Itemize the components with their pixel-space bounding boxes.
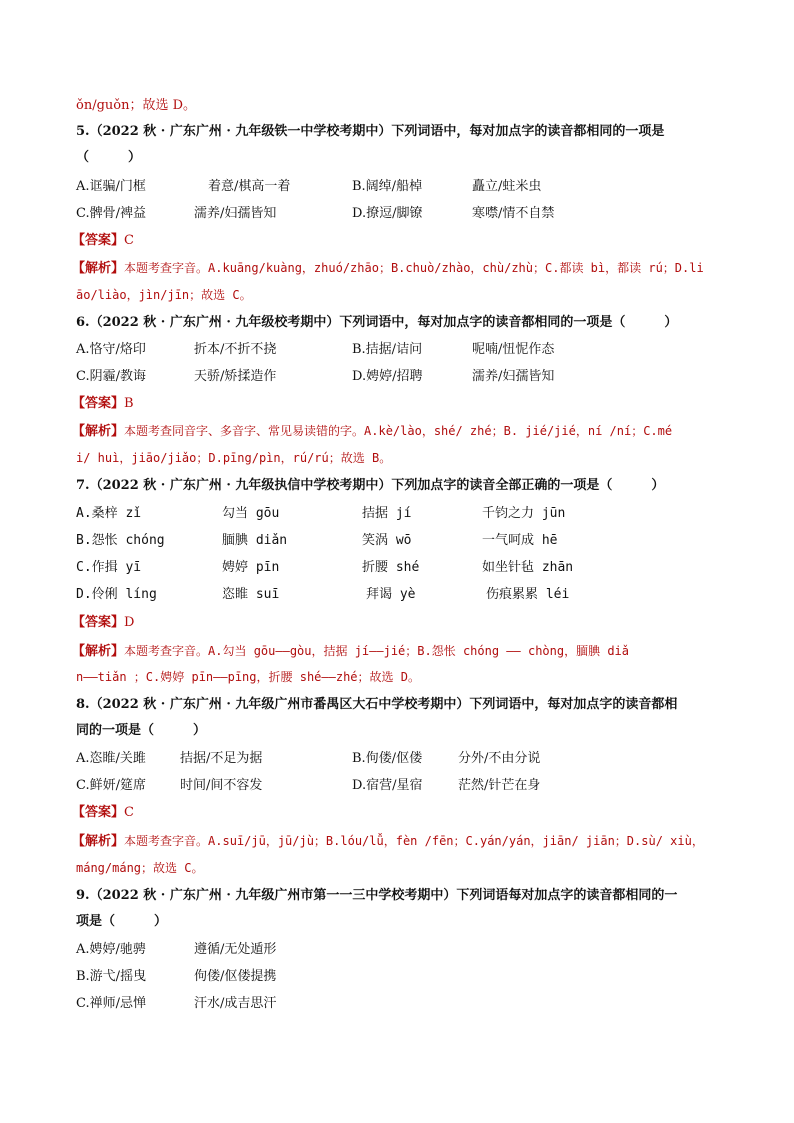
q9-option-c-1: C.禅师/忌惮 — [76, 996, 146, 1011]
q6-option-c-2: 天骄/矫揉造作 — [194, 369, 277, 384]
q7-option-a-3: 拮据 jí — [362, 506, 412, 521]
question-7: 7.（2022 秋 · 广东广州 · 九年级执信中学校考期中）下列加点字的读音全部正确的一项是（ ） — [76, 478, 665, 493]
explanation-text: 本题考查同音字、多音字、常见易读错的字。A.kè/lào，shé/ zhé；B. jié/jié，ní /ní；C.mé — [124, 424, 673, 438]
question-9-cont: 项是（ ） — [76, 914, 168, 929]
q7-option-b-2: 腼腆 diǎn — [222, 533, 288, 548]
q8-option-c-1: C.鲜妍/筵席 — [76, 778, 146, 793]
q8-answer — [72, 803, 134, 823]
q7-option-c-1: C.作揖 yī — [76, 560, 142, 575]
answer-value: D — [124, 615, 135, 630]
q5-option-a-2: 着意/棋高一着 — [208, 179, 291, 194]
q9-option-b-1: B.游弋/摇曳 — [76, 969, 147, 984]
q6-explanation-1 — [72, 421, 672, 442]
q6-option-c-1: C.阴霾/教诲 — [76, 369, 146, 384]
q8-option-b-2: 分外/不由分说 — [458, 751, 541, 766]
q8-option-d-1: D.宿营/星宿 — [352, 778, 423, 793]
answer-value: C — [124, 805, 134, 820]
q7-option-d-3: 拜谒 yè — [366, 587, 416, 602]
explanation-tag: 【解析】 — [72, 424, 125, 439]
question-8-cont: 同的一项是（ ） — [76, 723, 207, 738]
answer-tag: 【答案】 — [72, 396, 125, 411]
q6-explanation-2: i/ huì，jiāo/jiǎo；D.pīng/pìn，rú/rú；故选 B。 — [76, 451, 392, 465]
q8-option-a-1: A.恣睢/关雎 — [76, 751, 146, 766]
q5-option-b-2: 矗立/蛀米虫 — [472, 179, 542, 194]
q9-option-c-2: 汗水/成吉思汗 — [194, 996, 277, 1011]
q7-option-b-4: 一气呵成 hē — [482, 533, 558, 548]
q9-option-b-2: 佝偻/伛偻提携 — [194, 969, 277, 984]
q9-option-a-2: 遵循/无处遁形 — [194, 942, 277, 957]
q6-answer — [72, 394, 134, 414]
question-5: 5.（2022 秋 · 广东广州 · 九年级铁一中学校考期中）下列词语中，每对加点字的读音都相同的一项是 — [76, 124, 665, 139]
question-5-bracket: （ ） — [76, 150, 142, 165]
explanation-text: 本题考查字音。A.suī/jū，jū/jù；B.lóu/lǚ，fèn /fēn；C.yán/yán，jiān/ jiān；D.sù/ xiù， — [124, 834, 704, 848]
q7-option-c-3: 折腰 shé — [362, 560, 420, 575]
q5-option-d-1: D.撩逗/脚镣 — [352, 206, 423, 221]
q6-option-d-2: 濡养/妇孺皆知 — [472, 369, 555, 384]
question-9: 9.（2022 秋 · 广东广州 · 九年级广州市第一一三中学校考期中）下列词语每对加点字的读音都相同的一 — [76, 888, 678, 903]
q8-option-b-1: B.佝偻/伛偻 — [352, 751, 423, 766]
q7-option-a-2: 勾当 gōu — [222, 506, 280, 521]
q5-option-a-1: A.诓骗/门框 — [76, 179, 146, 194]
q6-option-d-1: D.娉婷/招聘 — [352, 369, 423, 384]
q7-option-b-1: B.怨怅 chóng — [76, 533, 165, 548]
q7-option-d-2: 恣睢 suī — [222, 587, 280, 602]
explanation-tag: 【解析】 — [72, 261, 125, 276]
answer-tag: 【答案】 — [72, 615, 125, 630]
q7-answer — [72, 613, 134, 633]
q5-explanation-2: āo/liào，jìn/jīn；故选 C。 — [76, 288, 252, 302]
explanation-tag: 【解析】 — [72, 834, 125, 849]
q7-explanation-1 — [72, 641, 629, 662]
q8-option-c-2: 时间/间不容发 — [180, 778, 263, 793]
explanation-text: 本题考查字音。A.勾当 gōu——gòu，拮据 jí——jié；B.怨怅 chóng —— chòng，腼腆 diǎ — [124, 644, 630, 658]
q6-option-b-1: B.拮据/诘问 — [352, 342, 423, 357]
q7-option-c-2: 娉婷 pīn — [222, 560, 280, 575]
q7-option-a-1: A.桑梓 zǐ — [76, 506, 142, 521]
q7-option-c-4: 如坐针毡 zhān — [482, 560, 574, 575]
q8-explanation-2: máng/máng；故选 C。 — [76, 861, 204, 875]
prev-explanation-tail: ǒn/guǒn；故选 D。 — [76, 98, 197, 113]
q6-option-b-2: 呢喃/忸怩作态 — [472, 342, 555, 357]
q5-option-b-1: B.阔绰/船棹 — [352, 179, 423, 194]
answer-value: B — [124, 396, 134, 411]
q8-option-a-2: 拮据/不足为据 — [180, 751, 263, 766]
answer-value: C — [124, 233, 134, 248]
q5-option-c-2: 濡养/妇孺皆知 — [194, 206, 277, 221]
q5-option-d-2: 寒噤/情不自禁 — [472, 206, 555, 221]
q7-option-d-1: D.伶俐 líng — [76, 587, 157, 602]
q7-option-a-4: 千钧之力 jūn — [482, 506, 566, 521]
q7-explanation-2: n——tiǎn ；C.娉婷 pīn——pīng，折腰 shé——zhé；故选 D。 — [76, 670, 420, 684]
q7-option-d-4: 伤痕累累 léi — [486, 587, 570, 602]
answer-tag: 【答案】 — [72, 233, 125, 248]
q5-option-c-1: C.髀骨/裨益 — [76, 206, 146, 221]
q8-option-d-2: 茫然/针芒在身 — [458, 778, 541, 793]
q8-explanation-1 — [72, 831, 704, 852]
question-8: 8.（2022 秋 · 广东广州 · 九年级广州市番禺区大石中学校考期中）下列词语中，每对加点字的读音都相 — [76, 697, 678, 712]
answer-tag: 【答案】 — [72, 805, 125, 820]
q5-explanation-1 — [72, 258, 704, 279]
question-6: 6.（2022 秋 · 广东广州 · 九年级校考期中）下列词语中，每对加点字的读音都相同的一项是（ ） — [76, 315, 678, 330]
q5-answer — [72, 231, 134, 251]
q6-option-a-2: 折本/不折不挠 — [194, 342, 277, 357]
q6-option-a-1: A.恪守/烙印 — [76, 342, 146, 357]
q7-option-b-3: 笑涡 wō — [362, 533, 412, 548]
explanation-text: 本题考查字音。A.kuāng/kuàng，zhuó/zhāo；B.chuò/zhào，chù/zhù；C.都读 bì，都读 rú；D.li — [124, 261, 704, 275]
explanation-tag: 【解析】 — [72, 644, 125, 659]
q9-option-a-1: A.娉婷/驰骋 — [76, 942, 146, 957]
